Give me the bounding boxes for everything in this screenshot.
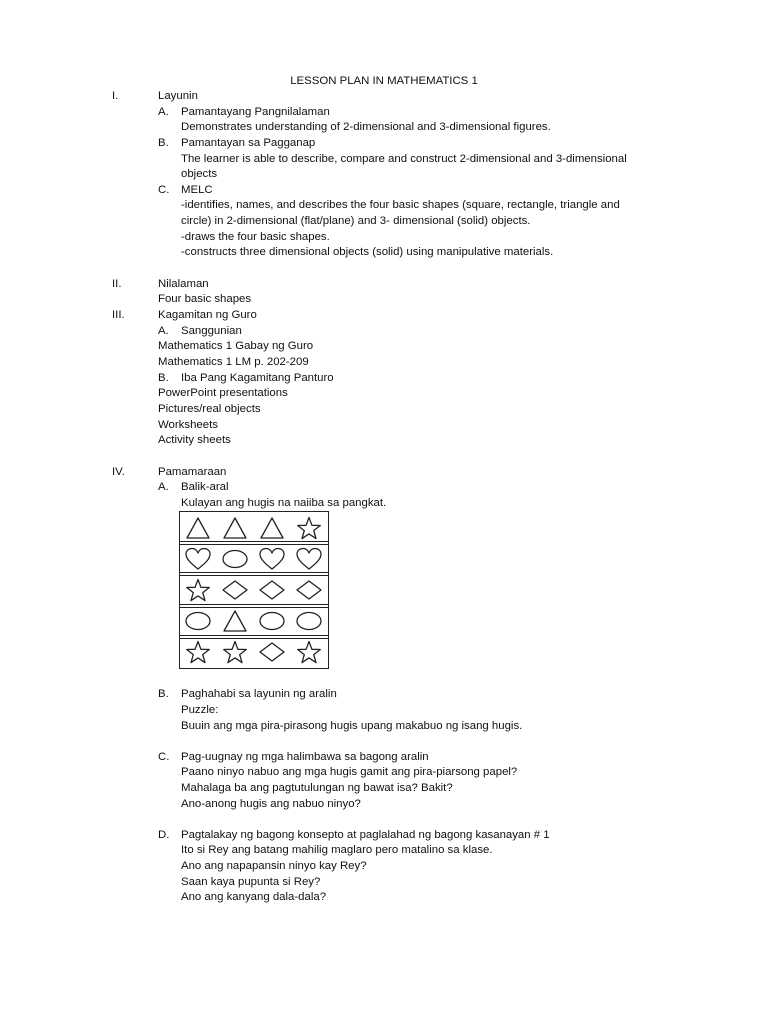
- triangle-icon: [222, 609, 248, 633]
- section-4c-label: Pag-uugnay ng mga halimbawa sa bagong aralin: [181, 751, 429, 763]
- section-3-number: III.: [112, 309, 125, 321]
- diamond-icon: [259, 578, 285, 602]
- section-2-number: II.: [112, 278, 122, 290]
- star-icon: [296, 640, 322, 664]
- section-4b-sub: Puzzle:: [181, 704, 219, 716]
- section-4d-line-2: Ano ang napapansin ninyo kay Rey?: [181, 860, 367, 872]
- ellipse-icon: [259, 609, 285, 633]
- diamond-icon: [296, 578, 322, 602]
- question-3: Ano-anong hugis ang nabuo ninyo?: [181, 798, 361, 810]
- diamond-icon: [259, 640, 285, 664]
- material-item: Worksheets: [158, 419, 218, 431]
- section-1-number: I.: [112, 90, 119, 102]
- section-4b-letter: B.: [158, 688, 169, 700]
- grid-row-divider: [180, 541, 328, 545]
- material-item: Pictures/real objects: [158, 403, 261, 415]
- section-4-number: IV.: [112, 466, 125, 478]
- section-4d-line-1: Ito si Rey ang batang mahilig maglaro pero matalino sa klase.: [181, 844, 493, 856]
- section-3b-letter: B.: [158, 372, 169, 384]
- section-4c-letter: C.: [158, 751, 170, 763]
- heart-icon: [185, 547, 211, 571]
- section-1a-letter: A.: [158, 106, 169, 118]
- section-4b-label: Paghahabi sa layunin ng aralin: [181, 688, 337, 700]
- section-1b-label: Pamantayan sa Pagganap: [181, 137, 316, 149]
- section-4-heading: Pamamaraan: [158, 466, 227, 478]
- section-3a-label: Sanggunian: [181, 325, 242, 337]
- section-1b-text-line2: objects: [181, 168, 218, 180]
- triangle-icon: [222, 516, 248, 540]
- section-2-text: Four basic shapes: [158, 293, 252, 305]
- section-4d-line-3: Saan kaya pupunta si Rey?: [181, 876, 321, 888]
- star-icon: [296, 516, 322, 540]
- shape-grid: [179, 511, 329, 669]
- heart-icon: [259, 547, 285, 571]
- material-item: PowerPoint presentations: [158, 387, 288, 399]
- section-3a-letter: A.: [158, 325, 169, 337]
- section-1b-text-line1: The learner is able to describe, compare and construct 2-dimensional and 3-dimensional: [181, 153, 627, 165]
- section-4b-text: Buuin ang mga pira-pirasong hugis upang makabuo ng isang hugis.: [181, 720, 523, 732]
- section-4a-text: Kulayan ang hugis na naiiba sa pangkat.: [181, 497, 387, 509]
- star-icon: [222, 640, 248, 664]
- section-4a-label: Balik-aral: [181, 481, 229, 493]
- star-icon: [185, 578, 211, 602]
- reference-2: Mathematics 1 LM p. 202-209: [158, 356, 309, 368]
- grid-row-divider: [180, 572, 328, 576]
- ellipse-icon: [185, 609, 211, 633]
- section-4a-letter: A.: [158, 481, 169, 493]
- triangle-icon: [185, 516, 211, 540]
- section-4d-letter: D.: [158, 829, 170, 841]
- ellipse-icon: [222, 547, 248, 571]
- heart-icon: [296, 547, 322, 571]
- section-1a-label: Pamantayang Pangnilalaman: [181, 106, 330, 118]
- star-icon: [185, 640, 211, 664]
- section-1a-text: Demonstrates understanding of 2-dimensional and 3-dimensional figures.: [181, 121, 551, 133]
- melc-line-4: -constructs three dimensional objects (solid) using manipulative materials.: [181, 246, 554, 258]
- section-1c-label: MELC: [181, 184, 213, 196]
- section-3-heading: Kagamitan ng Guro: [158, 309, 257, 321]
- melc-line-1: -identifies, names, and describes the four basic shapes (square, rectangle, triangle and: [181, 199, 620, 211]
- grid-row-divider: [180, 635, 328, 639]
- section-4d-line-4: Ano ang kanyang dala-dala?: [181, 891, 327, 903]
- reference-1: Mathematics 1 Gabay ng Guro: [158, 340, 314, 352]
- diamond-icon: [222, 578, 248, 602]
- page-title: LESSON PLAN IN MATHEMATICS 1: [290, 75, 478, 87]
- section-1-heading: Layunin: [158, 90, 198, 102]
- section-1c-letter: C.: [158, 184, 170, 196]
- question-2: Mahalaga ba ang pagtutulungan ng bawat isa? Bakit?: [181, 782, 453, 794]
- material-item: Activity sheets: [158, 434, 231, 446]
- melc-line-3: -draws the four basic shapes.: [181, 231, 330, 243]
- section-4d-label: Pagtalakay ng bagong konsepto at paglalahad ng bagong kasanayan # 1: [181, 829, 550, 841]
- question-1: Paano ninyo nabuo ang mga hugis gamit ang pira-piarsong papel?: [181, 766, 518, 778]
- section-1b-letter: B.: [158, 137, 169, 149]
- triangle-icon: [259, 516, 285, 540]
- melc-line-2: circle) in 2-dimensional (flat/plane) and 3- dimensional (solid) objects.: [181, 215, 531, 227]
- section-2-heading: Nilalaman: [158, 278, 209, 290]
- section-3b-label: Iba Pang Kagamitang Panturo: [181, 372, 334, 384]
- ellipse-icon: [296, 609, 322, 633]
- grid-row-divider: [180, 604, 328, 608]
